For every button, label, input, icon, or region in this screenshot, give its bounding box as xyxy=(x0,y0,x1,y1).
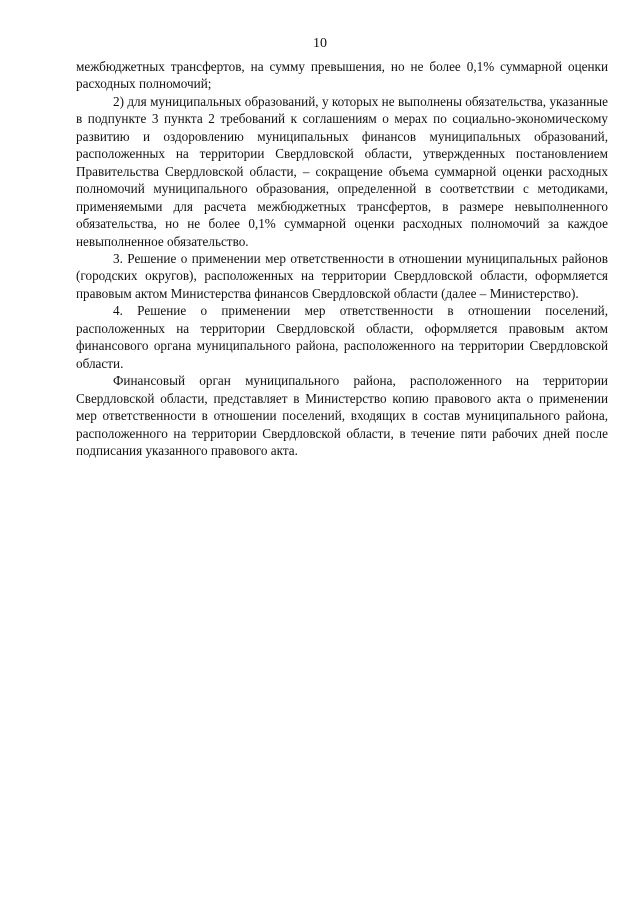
paragraph-financial-body: Финансовый орган муниципального района, расположенного на территории Свердловской области, представляет в Министерство копию правового акта о применении мер ответственности в отношении поселений, входящих в состав муниципального района, расположенного на территории Свердловской области, в течение пяти рабочих дней после подписания указанного правового акта. xyxy=(76,373,608,458)
paragraph-clause-4: 4. Решение о применении мер ответственности в отношении поселений, расположенных на территории Свердловской области, оформляется правовым актом финансового органа муниципального района, расположенного на территории Свердловской области. xyxy=(76,303,608,371)
page-number: 10 xyxy=(313,36,327,51)
paragraph-continuation: межбюджетных трансфертов, на сумму превышения, но не более 0,1% суммарной оценки расходных полномочий; xyxy=(76,59,608,92)
paragraph-item-2: 2) для муниципальных образований, у которых не выполнены обязательства, указанные в подпункте 3 пункта 2 требований к соглашениям о мерах по социально-экономическому развитию и оздоровлению муниципальных финансов муниципальных образований, расположенных на территории Свердловской области, утвержденных постановлением Правительства Свердловской области, – сокращение объема суммарной оценки расходных полномочий муниципального образования, определенной в соответствии с методиками, применяемыми для расчета межбюджетных трансфертов, в размере невыполненного обязательства, но не более 0,1% суммарной оценки расходных полномочий за каждое невыполненное обязательство. xyxy=(76,93,608,249)
paragraph-clause-3: 3. Решение о применении мер ответственности в отношении муниципальных районов (городских округов), расположенных на территории Свердловской области, оформляется правовым актом Министерства финансов Свердловской области (далее – Министерство). xyxy=(76,250,608,301)
document-body xyxy=(76,58,608,459)
